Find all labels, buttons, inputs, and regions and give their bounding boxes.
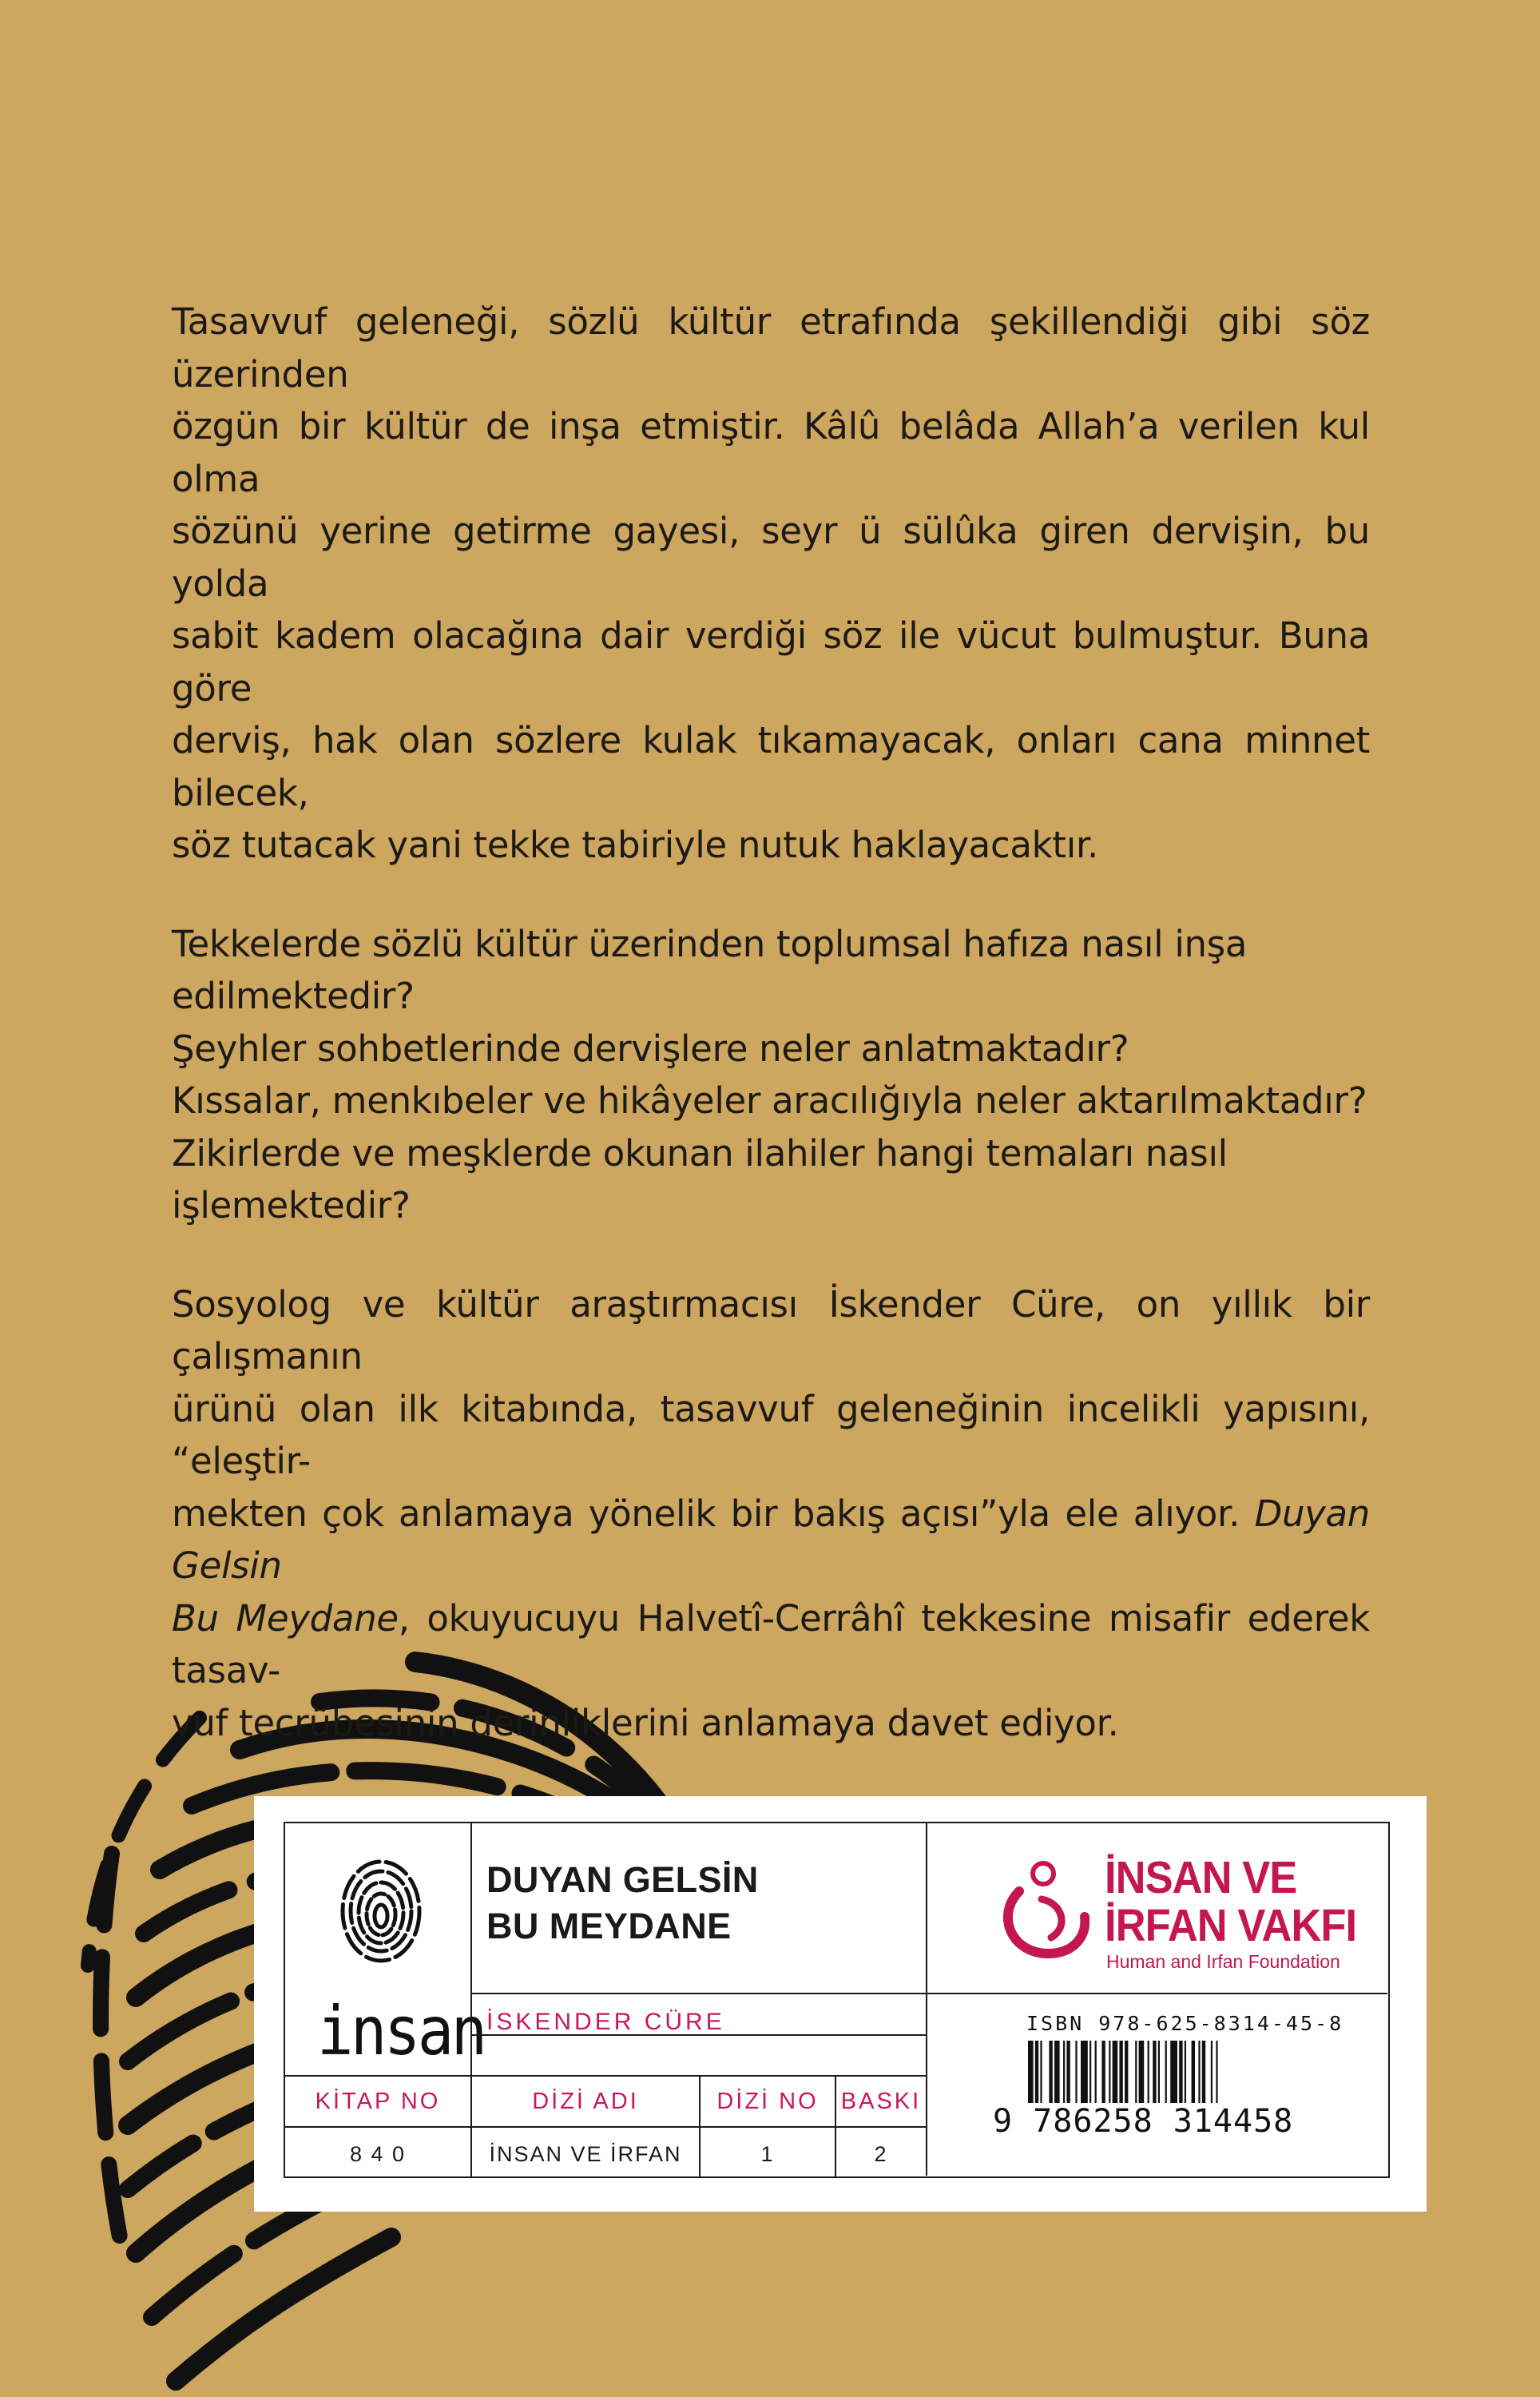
blurb-line: sözünü yerine getirme gayesi, seyr ü sülûka giren dervişin, bu yolda bbox=[172, 510, 1370, 605]
header-baski: BASKI bbox=[835, 2075, 926, 2126]
isbn-label: ISBN 978-625-8314-45-8 bbox=[1026, 2012, 1344, 2035]
blurb-paragraph-1 bbox=[172, 296, 1370, 872]
blurb-line: Sosyolog ve kültür araştırmacısı İskender Cüre, on yıllık bir çalışmanın bbox=[172, 1282, 1370, 1377]
back-cover-blurb bbox=[172, 296, 1370, 1795]
book-title bbox=[486, 1857, 759, 1950]
blurb-line: Tasavvuf geleneği, sözlü kültür etrafında şekillendiği gibi söz üzerinden bbox=[172, 300, 1370, 396]
value-baski: 2 bbox=[835, 2126, 926, 2177]
isbn-cell bbox=[926, 1993, 1387, 2176]
header-dizi-no: DİZİ NO bbox=[699, 2075, 835, 2126]
book-title-line-2: BU MEYDANE bbox=[486, 1906, 732, 1946]
publisher-logo-cell bbox=[285, 1823, 485, 2075]
foundation-name bbox=[1105, 1854, 1356, 1950]
fingerprint-icon bbox=[337, 1855, 425, 1967]
blurb-line: vuf tecrübesinin derinliklerini anlamaya davet ediyor. bbox=[172, 1701, 1119, 1744]
book-info-grid bbox=[284, 1822, 1390, 2178]
foundation-logo-cell bbox=[926, 1823, 1387, 1993]
title-cell bbox=[470, 1823, 926, 1993]
blurb-line bbox=[172, 1488, 1370, 1592]
book-title-italic: Bu Meydane bbox=[172, 1596, 399, 1640]
blurb-line: derviş, hak olan sözlere kulak tıkamayacak, onları cana minnet bilecek, bbox=[172, 719, 1370, 814]
value-dizi-adi: İNSAN VE İRFAN bbox=[470, 2126, 699, 2177]
empty-cell bbox=[470, 2034, 926, 2075]
foundation-logo-icon bbox=[995, 1859, 1090, 1963]
blurb-question: Tekkelerde sözlü kültür üzerinden toplumsal hafıza nasıl inşa edilmektedir? bbox=[172, 922, 1248, 1017]
barcode-number: 9 786258 314458 bbox=[993, 2103, 1294, 2140]
author-name: İSKENDER CÜRE bbox=[486, 2009, 725, 2035]
value-kitap-no: 8 4 0 bbox=[285, 2126, 470, 2177]
author-cell bbox=[470, 1993, 926, 2034]
book-title-italic: Duyan Gelsin bbox=[172, 1492, 1370, 1587]
blurb-line: ürünü olan ilk kitabında, tasavvuf geleneğinin incelikli yapısını, “eleştir- bbox=[172, 1387, 1370, 1482]
blurb-text: mekten çok anlamaya yönelik bir bakış açısı”yla ele alıyor. bbox=[172, 1492, 1240, 1535]
blurb-question: Şeyhler sohbetlerinde dervişlere neler anlatmaktadır? bbox=[172, 1027, 1129, 1070]
blurb-question: Kıssalar, menkıbeler ve hikâyeler aracılığıyla neler aktarılmaktadır? bbox=[172, 1079, 1367, 1122]
value-dizi-no: 1 bbox=[699, 2126, 835, 2177]
blurb-text: , okuyucuyu Halvetî-Cerrâhî tekkesine misafir ederek tasav- bbox=[172, 1596, 1370, 1691]
blurb-line: sabit kadem olacağına dair verdiği söz ile vücut bulmuştur. Buna göre bbox=[172, 614, 1370, 710]
header-dizi-adi: DİZİ ADI bbox=[470, 2075, 699, 2126]
book-title-line-1: DUYAN GELSİN bbox=[486, 1859, 759, 1900]
foundation-name-line-2: İRFAN VAKFI bbox=[1105, 1900, 1357, 1951]
header-kitap-no: KİTAP NO bbox=[285, 2075, 470, 2126]
foundation-subtitle: Human and Irfan Foundation bbox=[1106, 1951, 1340, 1972]
blurb-paragraph-3 bbox=[172, 1278, 1370, 1750]
blurb-question: Zikirlerde ve meşklerde okunan ilahiler hangi temaları nasıl işlemektedir? bbox=[172, 1131, 1228, 1226]
blurb-line bbox=[172, 1592, 1370, 1697]
blurb-paragraph-2 bbox=[172, 918, 1370, 1232]
publisher-logo-text: insan bbox=[317, 1992, 485, 2070]
blurb-line: özgün bir kültür de inşa etmiştir. Kâlû belâda Allah’a verilen kul olma bbox=[172, 405, 1370, 500]
blurb-line: söz tutacak yani tekke tabiriyle nutuk haklayacaktır. bbox=[172, 824, 1099, 866]
foundation-name-line-1: İNSAN VE bbox=[1105, 1852, 1297, 1903]
